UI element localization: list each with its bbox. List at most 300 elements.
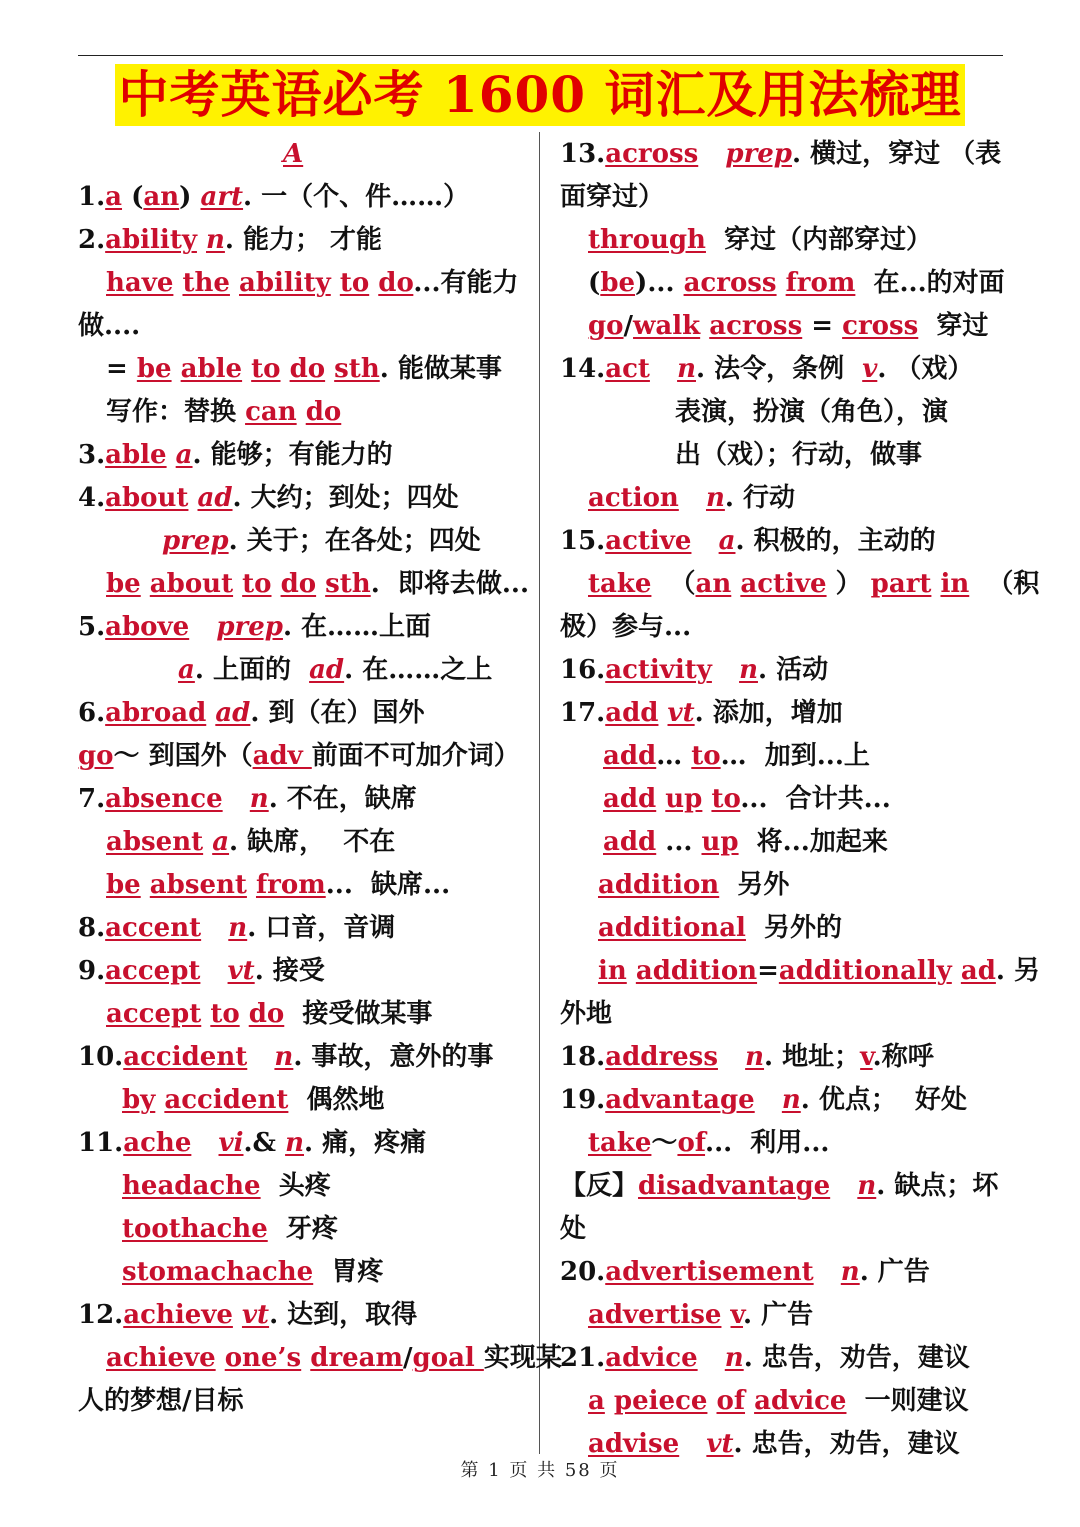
- text-fragment: . 广告: [859, 1257, 930, 1287]
- text-fragment: . 大约；到处；四处: [232, 483, 459, 513]
- keyword: absence: [105, 784, 223, 814]
- keyword: across: [683, 268, 777, 298]
- keyword: advice: [754, 1386, 847, 1416]
- keyword: art: [200, 182, 244, 212]
- entry-line: [78, 1039, 526, 1082]
- entry-line: [560, 394, 1000, 437]
- text-fragment: 胃疼: [313, 1257, 384, 1287]
- text-fragment: [242, 354, 251, 384]
- keyword: do: [305, 397, 342, 427]
- text-fragment: 外地: [560, 999, 613, 1029]
- text-fragment: [200, 956, 227, 986]
- text-fragment: …: [656, 741, 692, 771]
- text-fragment: 出（戏）；行动，做事: [675, 440, 923, 470]
- keyword: n: [724, 1343, 744, 1373]
- entry-line: [560, 179, 1000, 222]
- keyword: vt: [667, 698, 695, 728]
- keyword: dream: [310, 1343, 404, 1373]
- text-fragment: 牙疼: [267, 1214, 338, 1244]
- text-fragment: [755, 1085, 782, 1115]
- text-fragment: [698, 1343, 725, 1373]
- entry-line: [78, 1082, 526, 1125]
- keyword: accept: [106, 999, 202, 1029]
- text-fragment: 一则建议: [846, 1386, 969, 1416]
- text-fragment: ～: [651, 1128, 678, 1158]
- left-column: [78, 136, 562, 1426]
- keyword: take: [588, 569, 652, 599]
- text-fragment: ... 利用...: [705, 1128, 830, 1158]
- keyword: active: [740, 569, 827, 599]
- text-fragment: [155, 1085, 164, 1115]
- entry-line: [560, 1082, 1000, 1125]
- text-fragment: 14.: [560, 354, 606, 384]
- text-fragment: . 地址；: [764, 1042, 861, 1072]
- keyword: above: [105, 612, 190, 642]
- entry-line: [78, 910, 526, 953]
- entry-line: [560, 609, 1000, 652]
- entry-line: [560, 308, 1000, 351]
- keyword: addition: [635, 956, 758, 986]
- keyword: ad: [309, 655, 345, 685]
- text-fragment: [731, 569, 740, 599]
- keyword: n: [840, 1257, 860, 1287]
- keyword: ad: [215, 698, 251, 728]
- entry-line: [560, 1254, 1000, 1297]
- text-fragment: )...: [635, 268, 684, 298]
- entry-line: [560, 1211, 1000, 1254]
- text-fragment: 穿过: [918, 311, 989, 341]
- text-fragment: 穿过（内部穿过）: [705, 225, 933, 255]
- keyword: can: [245, 397, 297, 427]
- text-fragment: ～ 到国外（: [113, 741, 253, 771]
- text-fragment: . 能做某事: [379, 354, 502, 384]
- entry-line: [560, 523, 1000, 566]
- keyword: accent: [105, 913, 202, 943]
- keyword: sth: [325, 569, 371, 599]
- entry-line: [78, 523, 526, 566]
- keyword: abroad: [105, 698, 207, 728]
- keyword: n: [739, 655, 758, 685]
- text-fragment: . 即将去做...: [370, 569, 530, 599]
- keyword: ad: [960, 956, 996, 986]
- keyword: additionally: [778, 956, 952, 986]
- keyword: n: [705, 483, 725, 513]
- keyword: of: [716, 1386, 746, 1416]
- entry-line: [78, 1211, 526, 1254]
- text-fragment: ... 合计共...: [740, 784, 891, 814]
- keyword: n: [857, 1171, 877, 1201]
- text-fragment: [777, 268, 786, 298]
- entry-line: [78, 867, 526, 910]
- text-fragment: . （戏）: [877, 354, 974, 384]
- text-fragment: 10.: [78, 1042, 124, 1072]
- keyword: about: [105, 483, 189, 513]
- entry-line: [78, 222, 526, 265]
- text-fragment: . 能够；有能力的: [192, 440, 393, 470]
- text-fragment: [247, 1042, 274, 1072]
- text-fragment: [316, 569, 325, 599]
- entry-line: [560, 738, 1000, 781]
- text-fragment: [247, 870, 256, 900]
- entry-line: [560, 1039, 1000, 1082]
- text-fragment: =: [757, 956, 779, 986]
- text-fragment: [233, 569, 242, 599]
- entry-line: [78, 179, 526, 222]
- text-fragment: [216, 1343, 225, 1373]
- text-fragment: =: [106, 354, 137, 384]
- text-fragment: [721, 1300, 730, 1330]
- keyword: prep: [216, 612, 283, 642]
- text-fragment: [203, 827, 212, 857]
- text-fragment: . 在……之上: [344, 655, 493, 685]
- keyword: n: [274, 1042, 294, 1072]
- entry-line: [560, 953, 1040, 996]
- page-title: 中考英语必考 1600 词汇及用法梳理: [115, 64, 966, 126]
- text-fragment: 做....: [78, 311, 141, 341]
- keyword: peiece: [613, 1386, 708, 1416]
- keyword: an: [695, 569, 732, 599]
- text-fragment: [281, 354, 290, 384]
- text-fragment: 1.: [78, 182, 106, 212]
- keyword: additional: [598, 913, 746, 943]
- keyword: to: [711, 784, 741, 814]
- entry-line: [560, 1125, 1000, 1168]
- entry-line: [560, 1168, 1000, 1211]
- text-fragment: 16.: [560, 655, 606, 685]
- keyword: v: [862, 354, 878, 384]
- entry-line: [78, 1254, 526, 1297]
- text-fragment: [141, 569, 150, 599]
- entry-line: [560, 136, 1000, 179]
- keyword: vt: [706, 1429, 734, 1459]
- text-fragment: [952, 956, 961, 986]
- entry-line: [78, 265, 526, 308]
- text-fragment: . 一（个、件……）: [243, 182, 470, 212]
- entry-line: [560, 351, 1000, 394]
- entry-line: [78, 351, 526, 394]
- text-fragment: [700, 311, 709, 341]
- keyword: be: [106, 569, 141, 599]
- entry-line: [78, 652, 526, 695]
- entry-line: [560, 437, 1000, 480]
- keyword: from: [255, 870, 326, 900]
- text-fragment: 13.: [560, 139, 606, 169]
- text-fragment: [331, 268, 340, 298]
- text-fragment: (: [588, 268, 601, 298]
- keyword: add: [603, 827, 657, 857]
- text-fragment: [272, 569, 281, 599]
- keyword: a: [588, 1386, 605, 1416]
- keyword: a: [178, 655, 195, 685]
- entry-line: [560, 222, 1000, 265]
- text-fragment: . 行动: [724, 483, 795, 513]
- keyword: one’s: [224, 1343, 302, 1373]
- entry-line: [78, 996, 526, 1039]
- text-fragment: 【反】: [560, 1171, 639, 1201]
- keyword: accident: [164, 1085, 289, 1115]
- text-fragment: . 优点； 好处: [800, 1085, 967, 1115]
- entry-line: [560, 652, 1000, 695]
- entry-line: [78, 1125, 526, 1168]
- keyword: v: [860, 1042, 873, 1072]
- text-fragment: 在...的对面: [855, 268, 1005, 298]
- keyword: do: [248, 999, 285, 1029]
- keyword: n: [206, 225, 225, 255]
- text-fragment: [188, 483, 197, 513]
- text-fragment: . 口音，音调: [247, 913, 396, 943]
- keyword: a: [175, 440, 193, 470]
- text-fragment: [605, 1386, 614, 1416]
- keyword: a: [105, 182, 123, 212]
- entry-line: [78, 480, 526, 523]
- text-fragment: 另外的: [745, 913, 843, 943]
- keyword: n: [677, 354, 696, 384]
- text-fragment: . 事故，意外的事: [293, 1042, 494, 1072]
- text-fragment: .称呼: [872, 1042, 934, 1072]
- text-fragment: . 积极的，主动的: [735, 526, 936, 556]
- keyword: to: [691, 741, 721, 771]
- entry-line: [78, 1297, 526, 1340]
- text-fragment: 人的梦想/目标: [78, 1386, 244, 1416]
- text-fragment: . 活动: [757, 655, 829, 685]
- text-fragment: [325, 354, 334, 384]
- text-fragment: [189, 612, 216, 642]
- text-fragment: 面穿过）: [560, 182, 665, 212]
- text-fragment: . 忠告，劝告，建议: [743, 1343, 970, 1373]
- text-fragment: [745, 1386, 754, 1416]
- text-fragment: 实现某: [483, 1343, 562, 1373]
- entry-line: [560, 265, 1005, 308]
- text-fragment: [223, 784, 250, 814]
- keyword: prep: [162, 526, 229, 556]
- keyword: take: [588, 1128, 652, 1158]
- keyword: v: [730, 1300, 744, 1330]
- text-fragment: [718, 1042, 745, 1072]
- text-fragment: . 不在，缺席: [268, 784, 417, 814]
- entry-line: [78, 738, 526, 781]
- text-fragment: 7.: [78, 784, 106, 814]
- text-fragment: [814, 1257, 841, 1287]
- text-fragment: =: [802, 311, 843, 341]
- keyword: do: [280, 569, 317, 599]
- keyword: adv: [252, 741, 312, 771]
- text-fragment: [240, 999, 249, 1029]
- text-fragment: . 广告: [743, 1300, 814, 1330]
- text-fragment: 12.: [78, 1300, 124, 1330]
- keyword: add: [605, 698, 659, 728]
- text-fragment: 20.: [560, 1257, 606, 1287]
- entry-line: [78, 1383, 526, 1426]
- text-fragment: . 能力； 才能: [224, 225, 383, 255]
- text-fragment: . 忠告，劝告，建议: [733, 1429, 960, 1459]
- keyword: action: [588, 483, 679, 513]
- text-fragment: [658, 698, 667, 728]
- text-fragment: . 关于；在各处；四处: [228, 526, 481, 556]
- keyword: walk: [633, 311, 701, 341]
- keyword: a: [212, 827, 230, 857]
- text-fragment: [167, 440, 176, 470]
- text-fragment: [712, 655, 739, 685]
- text-fragment: . 缺点；坏: [876, 1171, 999, 1201]
- text-fragment: ）: [826, 569, 871, 599]
- text-fragment: 18.: [560, 1042, 606, 1072]
- text-fragment: . 接受: [254, 956, 325, 986]
- text-fragment: . 另: [995, 956, 1040, 986]
- text-fragment: 前面不可加介词）: [311, 741, 520, 771]
- text-fragment: 6.: [78, 698, 106, 728]
- text-fragment: 8.: [78, 913, 106, 943]
- text-fragment: . 达到，取得: [269, 1300, 418, 1330]
- keyword: to: [251, 354, 281, 384]
- entry-line: [560, 1297, 1000, 1340]
- text-fragment: [201, 999, 210, 1029]
- title-wrap: [0, 64, 1080, 126]
- entry-line: [560, 1383, 1000, 1426]
- keyword: ache: [123, 1128, 192, 1158]
- text-fragment: /: [623, 311, 634, 341]
- keyword: advantage: [605, 1085, 755, 1115]
- keyword: in: [598, 956, 627, 986]
- text-fragment: . 到（在）国外: [250, 698, 425, 728]
- keyword: across: [709, 311, 803, 341]
- text-fragment: 写作：替换: [106, 397, 246, 427]
- keyword: ability: [105, 225, 197, 255]
- text-fragment: [201, 913, 228, 943]
- entry-line: [560, 824, 1000, 867]
- entry-line: [78, 1340, 562, 1383]
- keyword: act: [605, 354, 650, 384]
- keyword: n: [745, 1042, 765, 1072]
- keyword: headache: [122, 1171, 261, 1201]
- entry-line: [78, 136, 526, 179]
- keyword: activity: [605, 655, 712, 685]
- text-fragment: [656, 784, 665, 814]
- keyword: an: [143, 182, 180, 212]
- entry-line: [560, 480, 1000, 523]
- keyword: go: [588, 311, 624, 341]
- keyword: n: [249, 784, 269, 814]
- text-fragment: 5.: [78, 612, 106, 642]
- text-fragment: [830, 1171, 857, 1201]
- entry-line: [78, 1168, 526, 1211]
- entry-line: [560, 695, 1000, 738]
- text-fragment: [297, 397, 306, 427]
- entry-line: [78, 437, 526, 480]
- text-fragment: ...: [656, 827, 702, 857]
- top-rule: [78, 55, 1003, 56]
- keyword: up: [665, 784, 703, 814]
- entry-line: [78, 394, 526, 437]
- text-fragment: （: [651, 569, 696, 599]
- keyword: a: [718, 526, 736, 556]
- keyword: the: [182, 268, 230, 298]
- keyword: go: [78, 741, 114, 771]
- text-fragment: 17.: [560, 698, 606, 728]
- keyword: n: [285, 1128, 304, 1158]
- keyword: by: [122, 1085, 156, 1115]
- text-fragment: ... 缺席...: [325, 870, 451, 900]
- keyword: be: [106, 870, 141, 900]
- text-fragment: 另外: [719, 870, 790, 900]
- text-fragment: [627, 956, 636, 986]
- entry-line: [78, 695, 526, 738]
- keyword: do: [378, 268, 414, 298]
- keyword: stomachache: [122, 1257, 314, 1287]
- keyword: accident: [123, 1042, 248, 1072]
- text-fragment: … 加到...上: [720, 741, 870, 771]
- keyword: disadvantage: [638, 1171, 831, 1201]
- text-fragment: 表演，扮演（角色），演: [675, 397, 949, 427]
- keyword: do: [289, 354, 326, 384]
- column-divider: [539, 132, 540, 1454]
- text-fragment: . 法令，条例: [695, 354, 863, 384]
- text-fragment: . 横过，穿过 （表: [792, 139, 1002, 169]
- entry-line: [78, 824, 526, 867]
- keyword: to: [210, 999, 240, 1029]
- keyword: A: [283, 139, 304, 169]
- keyword: goal: [412, 1343, 484, 1373]
- text-fragment: [650, 354, 677, 384]
- text-fragment: 21.: [560, 1343, 606, 1373]
- text-fragment: [698, 139, 725, 169]
- text-fragment: （积: [969, 569, 1040, 599]
- text-fragment: 9.: [78, 956, 106, 986]
- keyword: add: [603, 784, 657, 814]
- keyword: absent: [106, 827, 204, 857]
- text-fragment: 处: [560, 1214, 587, 1244]
- entry-line: [560, 566, 1040, 609]
- text-fragment: 头疼: [260, 1171, 331, 1201]
- keyword: absent: [149, 870, 247, 900]
- keyword: about: [149, 569, 234, 599]
- text-fragment: [230, 268, 239, 298]
- keyword: have: [106, 268, 174, 298]
- page-footer: 第 1 页 共 58 页: [460, 1460, 620, 1481]
- text-fragment: 4.: [78, 483, 106, 513]
- text-fragment: . 缺席， 不在: [229, 827, 396, 857]
- keyword: cross: [842, 311, 919, 341]
- entry-line: [78, 609, 526, 652]
- keyword: to: [242, 569, 272, 599]
- entry-line: [560, 867, 1000, 910]
- keyword: in: [940, 569, 970, 599]
- text-fragment: ...有能力: [413, 268, 519, 298]
- keyword: toothache: [122, 1214, 268, 1244]
- keyword: add: [603, 741, 657, 771]
- text-fragment: . 在……上面: [282, 612, 432, 642]
- text-fragment: [206, 698, 215, 728]
- keyword: prep: [725, 139, 792, 169]
- text-fragment: ): [179, 182, 201, 212]
- text-fragment: 3.: [78, 440, 106, 470]
- keyword: n: [228, 913, 248, 943]
- text-fragment: [369, 268, 378, 298]
- text-fragment: [707, 1386, 716, 1416]
- keyword: able: [180, 354, 243, 384]
- keyword: to: [339, 268, 370, 298]
- right-column: [560, 136, 1040, 1469]
- text-fragment: 极）参与...: [560, 612, 692, 642]
- entry-line: [560, 1340, 1000, 1383]
- keyword: sth: [334, 354, 380, 384]
- keyword: from: [785, 268, 856, 298]
- text-fragment: . 痛，疼痛: [303, 1128, 427, 1158]
- text-fragment: . 上面的: [194, 655, 310, 685]
- keyword: advertise: [588, 1300, 722, 1330]
- entry-line: [560, 996, 1000, 1039]
- keyword: be: [136, 354, 172, 384]
- text-fragment: [141, 870, 150, 900]
